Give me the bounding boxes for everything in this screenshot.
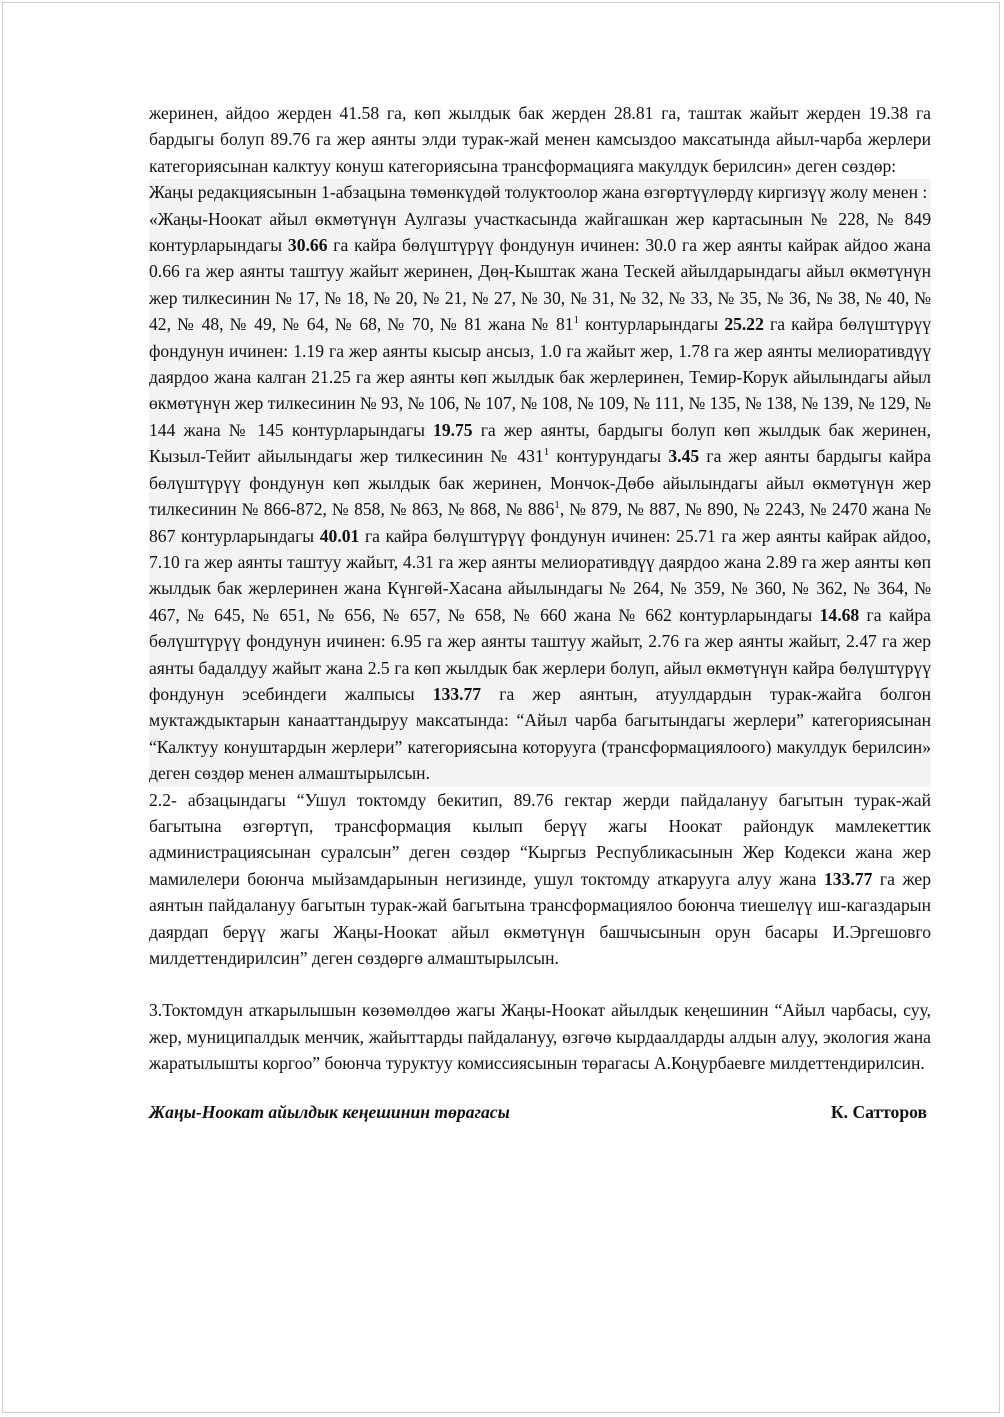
- p3-bold-area-2: 25.22: [724, 314, 764, 335]
- p3-text-11: га жер аянтын, атуулдардын турак-жайга болгон муктаждыктарын канааттандыруу максатында: “Айыл чарба багытындагы жерлери” категориясынан “Калктуу конуштардын жерлери” категориясына которууга (трансформациялоого) макулдук берилсин» деген сөздөр менен алмаштырылсын.: [149, 683, 931, 784]
- paragraph-4: [149, 787, 931, 972]
- p3-bold-area-5: 40.01: [319, 525, 360, 546]
- paragraph-2: Жаңы редакциясынын 1-абзацына төмөнкүдөй толуктоолор жана өзгөртүүлөрдү киргизүү жолу менен :: [149, 182, 928, 203]
- p3-superscript-2: 1: [543, 446, 550, 459]
- p4-text-1: 2.2- абзацындагы “Ушул токтомду бекитип, 89.76 гектар жерди пайдалануу багытын турак-жай багытына өзгөртүп, трансформация кылып берүү жагы Ноокат райондук мамлекеттик администрациясынан суралсын” деген сөздөр “Кыргыз Республикасынын Жер Кодекси жана жер мамилелери боюнча мыйзамдарынын негизинде, ушул токтомду аткарууга алуу жана: [149, 789, 931, 889]
- signature-position: Жаңы-Ноокат айылдык кеңешинин төрагасы: [149, 1101, 510, 1122]
- p3-bold-area-6: 14.68: [819, 604, 860, 625]
- p4-bold-area: 133.77: [823, 868, 873, 889]
- p3-text-5: га жер аянты, бардыгы болуп көп жылдык бак жеринен, Кызыл-Тейит айылындагы жер тилкесинин № 431: [149, 419, 931, 467]
- signature-block: [149, 1099, 931, 1125]
- signature-name: К. Сатторов: [830, 1101, 927, 1122]
- p3-text-10: га кайра бөлүштүрүү фондунун ичинен: 6.95 га жер аянты таштуу жайыт, 2.76 га жер аянты жайыт, 2.47 га жер аянты бадалдуу жайыт жана 2.5 га көп жылдык бак жерлери болуп, айыл өкмөтүнүн кайра бөлүштүрүү фондунун эсебиндеги жалпысы: [149, 604, 931, 704]
- paragraph-3: [149, 206, 931, 787]
- paragraph-1: жеринен, айдоо жерден 41.58 га, көп жылдык бак жерден 28.81 га, таштак жайыт жерден 19.38 га бардыгы болуп 89.76 га жер аянты элди турак-жай менен камсыздоо максатында айыл-чарба жерлери категориясынан калктуу конуш категориясына трансформацияга макулдук берилсин» деген сөздөр:: [149, 103, 931, 176]
- p3-bold-area-3: 19.75: [433, 419, 473, 440]
- p3-text-8: , № 879, № 887, № 890, № 2243, № 2470 жана № 867 контурларындагы: [149, 499, 931, 546]
- p3-bold-area-4: 3.45: [668, 446, 700, 467]
- p3-text-4: га кайра бөлүштүрүү фондунун ичинен: 1.19 га жер аянты кысыр ансыз, 1.0 га жайыт жер, 1.78 га жер аянты мелиоративдүү даярдоо жана калган 21.25 га жер аянты көп жылдык бак жерлеринен, Темир-Корук айылындагы айыл өкмөтүнүн жер тилкесинин № 93, № 106, № 107, № 108, № 109, № 111, № 135, № 138, № 139, № 129, № 144 жана № 145 контурларындагы: [149, 314, 931, 440]
- p3-superscript-1: 1: [573, 314, 580, 327]
- p3-bold-area-7: 133.77: [432, 683, 482, 704]
- p3-text-3: контурларындагы: [579, 314, 725, 335]
- p3-bold-area-1: 30.66: [287, 235, 328, 256]
- p3-text-2: га кайра бөлүштүрүү фондунун ичинен: 30.0 га жер аянты кайрак айдоо жана 0.66 га жер аянты таштуу жайыт жеринен, Дөң-Кыштак жана Тескей айылдарындагы айыл өкмөтүнүн жер тилкесинин № 17, № 18, № 20, № 21, № 27, № 30, № 31, № 32, № 33, № 35, № 36, № 38, № 40, № 42, № 48, № 49, № 64, № 68, № 70, № 81 жана № 81: [149, 235, 931, 335]
- p4-text-2: га жер аянтын пайдалануу багытын турак-жай багытына трансформациялоо боюнча тиешелүү иш-кагаздарын даярдап берүү жагы Жаңы-Ноокат айыл өкмөтүнүн башчысынын орун басары И.Эргешовго милдеттендирилсин” деген сөздөргө алмаштырылсын.: [149, 868, 931, 968]
- p3-superscript-3: 1: [554, 499, 560, 512]
- paragraph-5: 3.Токтомдун аткарылышын көзөмөлдөө жагы Жаңы-Ноокат айылдык кеңешинин “Айыл чарбасы, суу, жер, муниципалдык менчик, жайыттарды пайдалануу, өзгөчө кырдаалдарды алдын алуу, экология жана жаратылышты коргоо” боюнча туруктуу комиссиясынын төрагасы А.Коңурбаевге милдеттендирилсин.: [149, 1000, 931, 1074]
- p3-text-1: «Жаңы-Ноокат айыл өкмөтүнүн Аулгазы участкасында жайгашкан жер картасынын № 228, № 849 контурларындагы: [149, 208, 931, 256]
- paragraph-gap: [149, 971, 931, 997]
- document-body: [149, 100, 931, 1125]
- p3-text-7: га жер аянты бардыгы кайра бөлүштүрүү фондунун көп жылдык бак жеринен, Мончок-Дөбө айылындагы айыл өкмөтүнүн жер тилкесинин № 866-872, № 858, № 863, № 868, № 886: [149, 446, 931, 520]
- p3-text-6: контурундагы: [549, 446, 669, 467]
- document-page: [2, 2, 1000, 1413]
- p3-text-9: га кайра бөлүштүрүү фондунун ичинен: 25.71 га жер аянты кайрак айдоо, 7.10 га жер аянты таштуу жайыт, 4.31 га жер аянты мелиоративдүү даярдоо жана 2.89 га жер аянты көп жылдык бак жерлеринен жана Күнгөй-Хасана айылындагы № 264, № 359, № 360, № 362, № 364, № 467, № 645, № 651, № 656, № 657, № 658, № 660 жана № 662 контурларындагы: [149, 525, 931, 625]
- highlighted-amendment: [149, 179, 931, 786]
